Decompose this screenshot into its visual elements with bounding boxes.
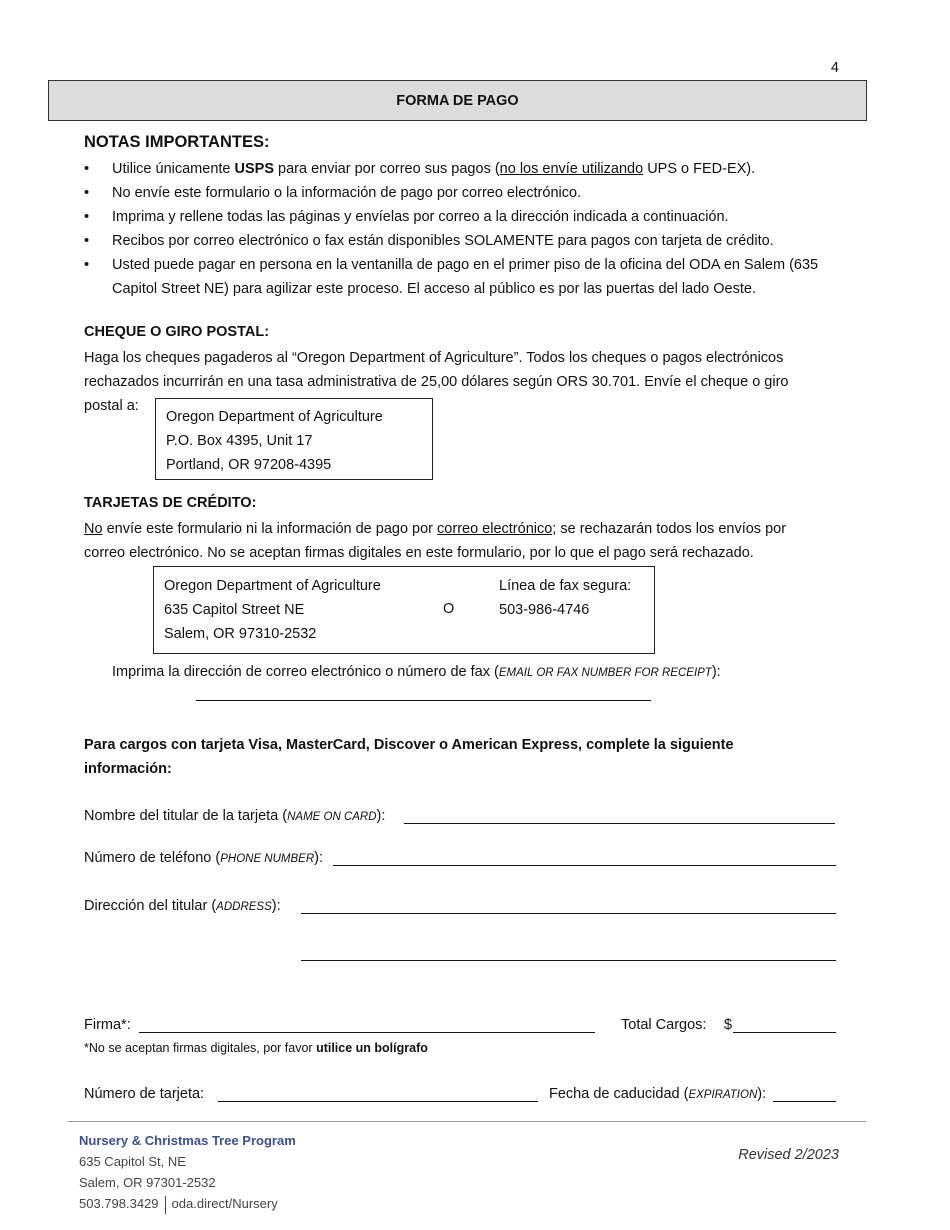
cheque-address-box: [155, 398, 433, 480]
section-header: [48, 80, 867, 121]
card-number-label: Número de tarjeta:: [84, 1086, 205, 1102]
signature-input-line[interactable]: [139, 1017, 595, 1033]
address-line: Oregon Department of Agriculture: [166, 409, 383, 425]
signature-note: *No se aceptan firmas digitales, por favor utilice un bolígrafo: [84, 1041, 428, 1055]
or-label: O: [443, 601, 455, 617]
address-input-line-1[interactable]: [301, 898, 836, 914]
notes-heading: NOTAS IMPORTANTES:: [84, 133, 270, 151]
cheque-text-3: postal a:: [84, 398, 139, 414]
footer-phone-web: [79, 1193, 296, 1214]
phone-input-line[interactable]: [333, 850, 836, 866]
receipt-input-line[interactable]: [196, 700, 651, 701]
card-intro-1: Para cargos con tarjeta Visa, MasterCard, Discover o American Express, complete la siguiente: [84, 737, 734, 753]
list-item: • Utilice únicamente USPS para enviar por correo sus pagos (no los envíe utilizando UPS o FED-EX).: [84, 157, 854, 181]
address-label: Dirección del titular (ADDRESS):: [84, 898, 281, 914]
credit-heading: TARJETAS DE CRÉDITO:: [84, 495, 257, 511]
fax-info: [499, 574, 631, 622]
footer-city: Salem, OR 97301-2532: [79, 1175, 216, 1190]
pipe-divider: [165, 1196, 166, 1214]
page-number: 4: [830, 60, 839, 76]
list-item: • Usted puede pagar en persona en la ventanilla de pago en el primer piso de la oficina del ODA en Salem (635 Capitol Street NE) para agilizar este proceso. El acceso al público es por las puertas del lado Oeste.: [84, 253, 854, 301]
address-line: Portland, OR 97208-4395: [166, 457, 332, 473]
section-title: FORMA DE PAGO: [396, 92, 519, 109]
notes-list: [84, 157, 854, 301]
receipt-label: Imprima la dirección de correo electrónico o número de fax (EMAIL OR FAX NUMBER FOR RECEIPT):: [112, 664, 721, 680]
program-name: Nursery & Christmas Tree Program: [79, 1133, 296, 1148]
cheque-text-2: rechazados incurrirán en una tasa administrativa de 25,00 dólares según ORS 30.701. Envíe el cheque o giro: [84, 374, 789, 390]
footer-phone: 503.798.3429: [79, 1196, 159, 1211]
address-input-line-2[interactable]: [301, 945, 836, 961]
name-input-line[interactable]: [404, 808, 835, 824]
address-line: Salem, OR 97310-2532: [164, 626, 317, 642]
currency-symbol: $: [724, 1017, 733, 1033]
address-line: 635 Capitol Street NE: [164, 602, 305, 618]
credit-text-1: No envíe este formulario ni la información de pago por correo electrónico; se rechazarán todos los envíos por: [84, 521, 787, 537]
signature-label: Firma*:: [84, 1017, 131, 1033]
cheque-heading: CHEQUE O GIRO POSTAL:: [84, 324, 270, 340]
expiration-input-line[interactable]: [773, 1086, 836, 1102]
credit-address-box: [153, 566, 655, 654]
footer-divider: [68, 1121, 866, 1122]
card-number-input-line[interactable]: [218, 1086, 538, 1102]
footer-web[interactable]: oda.direct/Nursery: [171, 1196, 278, 1211]
revision-date: Revised 2/2023: [738, 1147, 839, 1163]
address-line: P.O. Box 4395, Unit 17: [166, 433, 313, 449]
address-line: Oregon Department of Agriculture: [164, 578, 381, 594]
credit-text-2: correo electrónico. No se aceptan firmas digitales en este formulario, por lo que el pago será rechazado.: [84, 545, 754, 561]
list-item: • No envíe este formulario o la información de pago por correo electrónico.: [84, 181, 854, 205]
fax-label: Línea de fax segura:: [499, 578, 632, 594]
oda-address: [164, 574, 381, 646]
card-intro-2: información:: [84, 761, 172, 777]
name-label: Nombre del titular de la tarjeta (NAME ON CARD):: [84, 808, 386, 824]
list-item: • Recibos por correo electrónico o fax están disponibles SOLAMENTE para pagos con tarjeta de crédito.: [84, 229, 854, 253]
cheque-text-1: Haga los cheques pagaderos al “Oregon Department of Agriculture”. Todos los cheques o pagos electrónicos: [84, 350, 784, 366]
expiration-label: Fecha de caducidad (EXPIRATION):: [549, 1086, 767, 1102]
total-label: Total Cargos:: [621, 1017, 707, 1033]
fax-number: 503-986-4746: [499, 602, 590, 618]
footer-street: 635 Capitol St, NE: [79, 1154, 186, 1169]
total-input-line[interactable]: [733, 1017, 836, 1033]
list-item: • Imprima y rellene todas las páginas y envíelas por correo a la dirección indicada a continuación.: [84, 205, 854, 229]
footer-contact: [79, 1130, 296, 1214]
phone-label: Número de teléfono (PHONE NUMBER):: [84, 850, 324, 866]
